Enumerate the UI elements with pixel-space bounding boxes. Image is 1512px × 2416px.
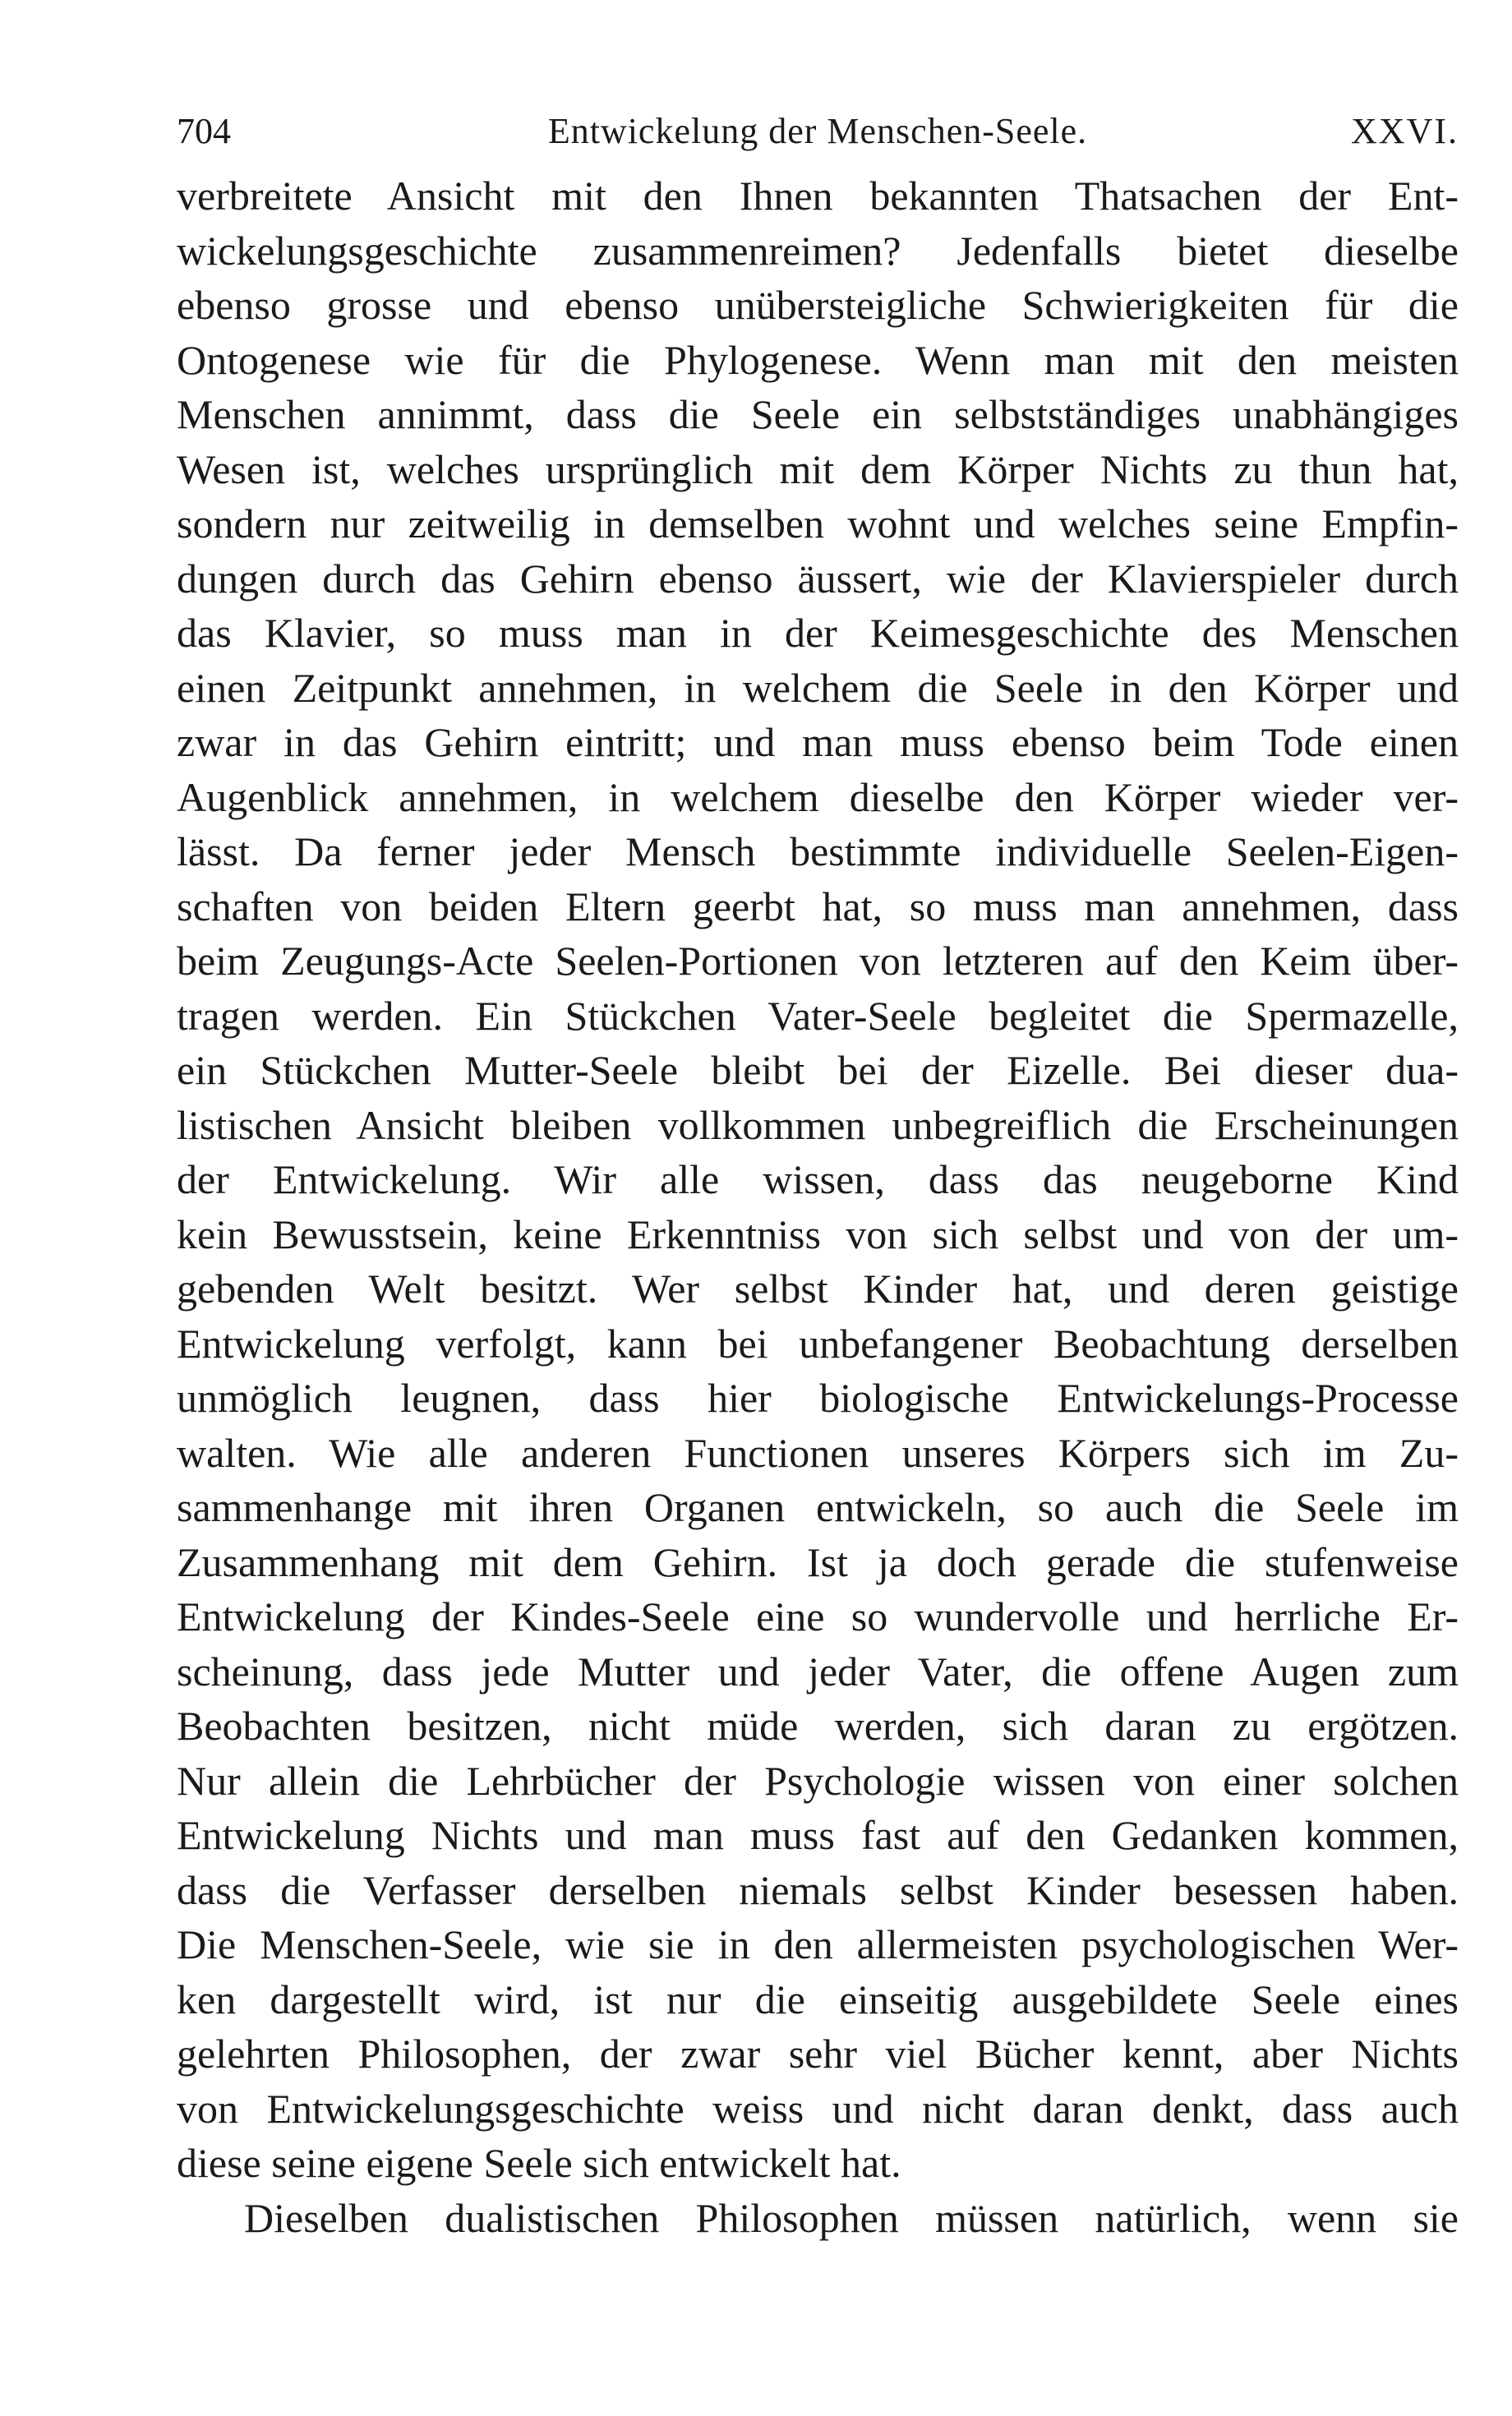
text-line: sammenhange mit ihren Organen entwickeln, so auch die Seele im	[177, 1484, 1459, 1530]
text-line: das Klavier, so muss man in der Keimesgeschichte des Menschen	[177, 610, 1459, 656]
running-title: Entwickelung der Menschen-Seele.	[547, 111, 1088, 151]
text-line: gebenden Welt besitzt. Wer selbst Kinder hat, und deren geistige	[177, 1266, 1459, 1312]
chapter-number: XXVI.	[1351, 111, 1459, 151]
text-line: Beobachten besitzen, nicht müde werden, sich daran zu ergötzen.	[177, 1703, 1459, 1749]
text-line: Entwickelung der Kindes-Seele eine so wundervolle und herrliche Er-	[177, 1593, 1459, 1639]
text-line: der Entwickelung. Wir alle wissen, dass das neugeborne Kind	[177, 1156, 1459, 1202]
text-line: Wesen ist, welches ursprünglich mit dem Körper Nichts zu thun hat,	[177, 445, 1459, 492]
text-line: Nur allein die Lehrbücher der Psychologie wissen von einer solchen	[177, 1757, 1459, 1804]
page-header	[177, 99, 1459, 164]
text-line: kein Bewusstsein, keine Erkenntniss von sich selbst und von der um-	[177, 1210, 1459, 1257]
text-line: Entwickelung verfolgt, kann bei unbefangener Beobachtung derselben	[177, 1320, 1459, 1367]
text-line: verbreitete Ansicht mit den Ihnen bekannten Thatsachen der Ent-	[177, 173, 1459, 219]
text-line: einen Zeitpunkt annehmen, in welchem die Seele in den Körper und	[177, 664, 1459, 711]
text-line: wickelungsgeschichte zusammenreimen? Jedenfalls bietet dieselbe	[177, 227, 1459, 274]
text-line: scheinung, dass jede Mutter und jeder Vater, die offene Augen zum	[177, 1648, 1459, 1694]
text-line: Menschen annimmt, dass die Seele ein selbstständiges unabhängiges	[177, 391, 1459, 437]
page-number: 704	[177, 111, 231, 151]
text-line: Entwickelung Nichts und man muss fast auf den Gedanken kommen,	[177, 1812, 1459, 1858]
text-line: schaften von beiden Eltern geerbt hat, so muss man annehmen, dass	[177, 883, 1459, 929]
text-line: Augenblick annehmen, in welchem dieselbe den Körper wieder ver-	[177, 773, 1459, 820]
text-line: lässt. Da ferner jeder Mensch bestimmte individuelle Seelen-Eigen-	[177, 828, 1459, 874]
text-line: sondern nur zeitweilig in demselben wohnt und welches seine Empfin-	[177, 500, 1459, 546]
text-line: zwar in das Gehirn eintritt; und man muss ebenso beim Tode einen	[177, 719, 1459, 765]
text-line: ein Stückchen Mutter-Seele bleibt bei der Eizelle. Bei dieser dua-	[177, 1047, 1459, 1093]
text-line: gelehrten Philosophen, der zwar sehr viel Bücher kennt, aber Nichts	[177, 2031, 1459, 2077]
paragraph-start-line: Dieselben dualistischen Philosophen müssen natürlich, wenn sie	[244, 2194, 1459, 2241]
text-line: tragen werden. Ein Stückchen Vater-Seele begleitet die Spermazelle,	[177, 992, 1459, 1039]
body-text	[177, 168, 1459, 2245]
text-line: ken dargestellt wird, ist nur die einseitig ausgebildete Seele eines	[177, 1976, 1459, 2022]
text-line: von Entwickelungsgeschichte weiss und nicht daran denkt, dass auch	[177, 2085, 1459, 2132]
text-line: ebenso grosse und ebenso unübersteigliche Schwierigkeiten für die	[177, 282, 1459, 328]
text-line: Die Menschen-Seele, wie sie in den allermeisten psychologischen Wer-	[177, 1921, 1459, 1967]
text-line: beim Zeugungs-Acte Seelen-Portionen von letzteren auf den Keim über-	[177, 938, 1459, 984]
text-line: dungen durch das Gehirn ebenso äussert, wie der Klavierspieler durch	[177, 555, 1459, 602]
text-line: Ontogenese wie für die Phylogenese. Wenn man mit den meisten	[177, 336, 1459, 383]
text-line: dass die Verfasser derselben niemals selbst Kinder besessen haben.	[177, 1866, 1459, 1913]
text-line: walten. Wie alle anderen Functionen unseres Körpers sich im Zu-	[177, 1429, 1459, 1476]
text-line: unmöglich leugnen, dass hier biologische Entwickelungs-Processe	[177, 1375, 1459, 1421]
paragraph-end-line: diese seine eigene Seele sich entwickelt hat.	[177, 2140, 901, 2186]
text-line: listischen Ansicht bleiben vollkommen unbegreiflich die Erscheinungen	[177, 1101, 1459, 1148]
text-line: Zusammenhang mit dem Gehirn. Ist ja doch gerade die stufenweise	[177, 1538, 1459, 1585]
